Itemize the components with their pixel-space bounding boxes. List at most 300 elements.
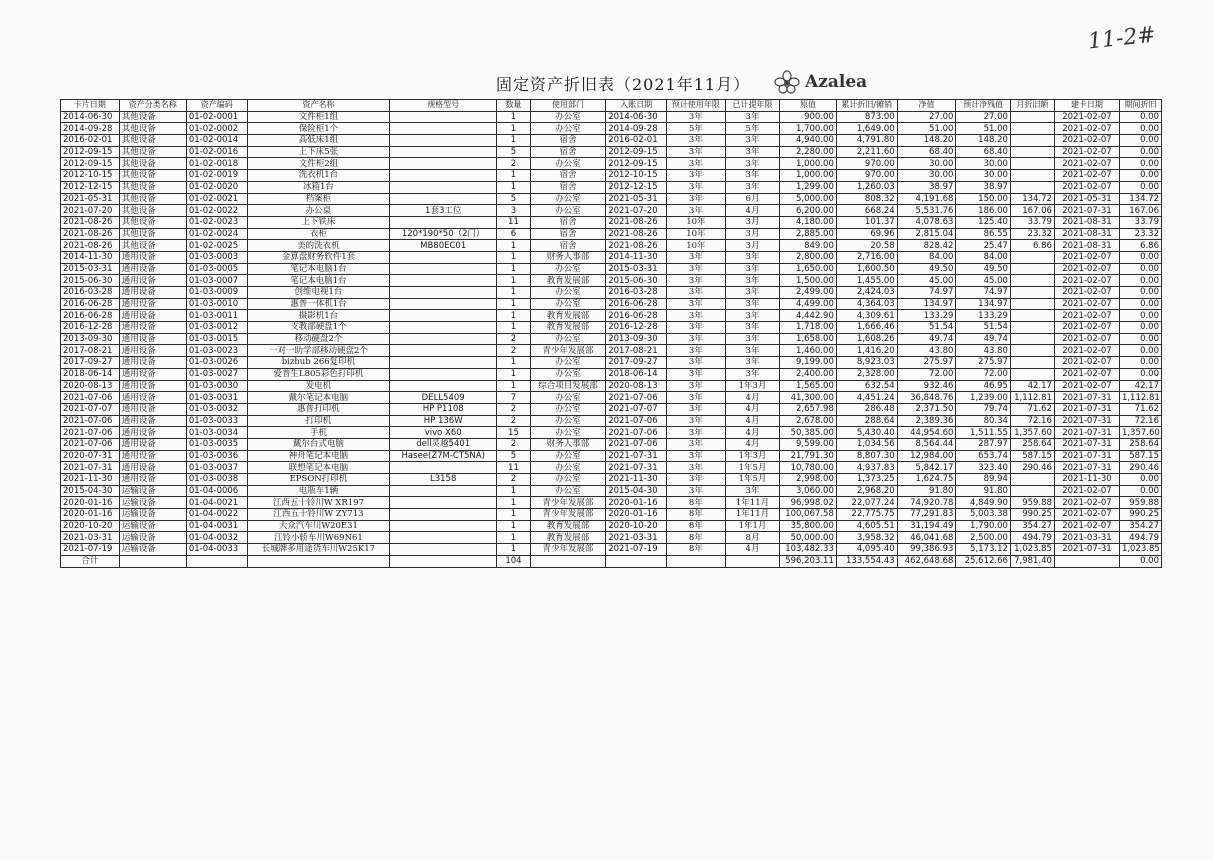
cell-useful-life: 10年 — [667, 216, 726, 228]
cell-entry-date: 2021-07-06 — [606, 427, 667, 439]
cell-useful-life: 3年 — [667, 205, 726, 217]
cell-model — [390, 251, 497, 263]
cell-asset-code: 01-04-0021 — [186, 497, 247, 509]
cell-department: 教育发展部 — [530, 310, 605, 322]
cell-card-date: 2016-02-01 — [61, 135, 120, 147]
cell-period-depreciation: 587.15 — [1119, 450, 1161, 462]
cell-card-created-date: 2021-07-31 — [1054, 415, 1119, 427]
cell-entry-date: 2021-08-26 — [606, 228, 667, 240]
cell-original-value: 4,940.00 — [780, 135, 837, 147]
cell-quantity: 2 — [497, 345, 531, 357]
cell-monthly-depreciation — [1010, 251, 1054, 263]
cell-model — [390, 310, 497, 322]
table-row — [61, 216, 1162, 228]
cell-card-date: 2021-08-26 — [61, 240, 120, 252]
cell-original-value: 900.00 — [780, 111, 837, 123]
cell-category: 其他设备 — [119, 216, 186, 228]
cell-model — [390, 287, 497, 299]
cell-monthly-depreciation: 1,357.60 — [1010, 427, 1054, 439]
cell-card-date: 2021-07-07 — [61, 403, 120, 415]
cell-card-date: 合计 — [61, 555, 120, 567]
cell-model — [390, 135, 497, 147]
cell-card-date: 2016-06-28 — [61, 310, 120, 322]
cell-residual-value: 84.00 — [956, 251, 1011, 263]
cell-net-value: 84.00 — [897, 251, 956, 263]
table-row — [61, 170, 1162, 182]
cell-card-created-date: 2021-02-07 — [1054, 497, 1119, 509]
cell-original-value: 1,460.00 — [780, 345, 837, 357]
cell-original-value: 2,885.00 — [780, 228, 837, 240]
cell-useful-life: 3年 — [667, 415, 726, 427]
cell-entry-date: 2021-07-06 — [606, 392, 667, 404]
cell-entry-date: 2014-11-30 — [606, 251, 667, 263]
cell-department: 宿舍 — [530, 181, 605, 193]
cell-department: 办公室 — [530, 392, 605, 404]
column-header-card-created-date: 建卡日期 — [1054, 100, 1119, 112]
cell-asset-code: 01-03-0034 — [186, 427, 247, 439]
column-header-residual-value: 预计净残值 — [956, 100, 1011, 112]
cell-card-created-date: 2021-02-07 — [1054, 251, 1119, 263]
cell-monthly-depreciation: 1,023.85 — [1010, 544, 1054, 556]
cell-net-value: 77,291.83 — [897, 509, 956, 521]
cell-card-created-date: 2021-07-31 — [1054, 544, 1119, 556]
cell-useful-life: 10年 — [667, 228, 726, 240]
cell-net-value: 148.20 — [897, 135, 956, 147]
cell-asset-code: 01-04-0032 — [186, 532, 247, 544]
cell-category: 运输设备 — [119, 520, 186, 532]
cell-card-created-date: 2021-08-31 — [1054, 240, 1119, 252]
cell-accumulated-depreciation: 1,455.00 — [836, 275, 897, 287]
cell-department: 教育发展部 — [530, 520, 605, 532]
cell-useful-life: 3年 — [667, 427, 726, 439]
cell-depreciated-period: 3年 — [725, 181, 780, 193]
cell-category: 其他设备 — [119, 181, 186, 193]
cell-asset-name: 档案柜 — [247, 193, 390, 205]
table-row — [61, 497, 1162, 509]
cell-card-date: 2016-06-28 — [61, 298, 120, 310]
cell-asset-name: 笔记本电脑1台 — [247, 263, 390, 275]
cell-net-value: 72.00 — [897, 368, 956, 380]
cell-quantity: 1 — [497, 380, 531, 392]
cell-model — [390, 298, 497, 310]
cell-depreciated-period: 3年 — [725, 357, 780, 369]
cell-card-date: 2012-09-15 — [61, 158, 120, 170]
cell-department: 青少年发展部 — [530, 497, 605, 509]
cell-card-created-date: 2021-08-31 — [1054, 228, 1119, 240]
cell-depreciated-period: 3月 — [725, 228, 780, 240]
cell-entry-date: 2012-10-15 — [606, 170, 667, 182]
cell-entry-date: 2016-12-28 — [606, 322, 667, 334]
table-row — [61, 415, 1162, 427]
cell-asset-name: 文件柜1组 — [247, 111, 390, 123]
cell-entry-date: 2020-01-16 — [606, 509, 667, 521]
cell-monthly-depreciation: 1,112.81 — [1010, 392, 1054, 404]
cell-net-value: 46,041.68 — [897, 532, 956, 544]
cell-asset-name: 支教部硬盘1个 — [247, 322, 390, 334]
cell-net-value: 44,954.60 — [897, 427, 956, 439]
cell-category: 其他设备 — [119, 135, 186, 147]
cell-accumulated-depreciation: 873.00 — [836, 111, 897, 123]
page-title: 固定资产折旧表（2021年11月） — [496, 75, 751, 94]
cell-asset-name: 江西五十铃川W XR197 — [247, 497, 390, 509]
cell-model — [390, 193, 497, 205]
table-row — [61, 146, 1162, 158]
cell-useful-life: 3年 — [667, 462, 726, 474]
cell-card-created-date: 2021-02-07 — [1054, 380, 1119, 392]
cell-residual-value: 125.40 — [956, 216, 1011, 228]
cell-net-value: 30.00 — [897, 158, 956, 170]
cell-residual-value: 5,173.12 — [956, 544, 1011, 556]
cell-department: 综合项目发展部 — [530, 380, 605, 392]
cell-category: 通用设备 — [119, 380, 186, 392]
cell-residual-value: 25,612.66 — [956, 555, 1011, 567]
cell-department: 财务人事部 — [530, 438, 605, 450]
cell-accumulated-depreciation: 4,095.40 — [836, 544, 897, 556]
cell-period-depreciation: 959.88 — [1119, 497, 1161, 509]
table-row — [61, 462, 1162, 474]
cell-period-depreciation: 0.00 — [1119, 123, 1161, 135]
cell-department: 办公室 — [530, 403, 605, 415]
cell-asset-code: 01-04-0006 — [186, 485, 247, 497]
cell-original-value: 1,000.00 — [780, 170, 837, 182]
cell-accumulated-depreciation: 4,364.03 — [836, 298, 897, 310]
cell-card-created-date: 2021-07-31 — [1054, 392, 1119, 404]
cell-category: 通用设备 — [119, 333, 186, 345]
cell-net-value: 51.00 — [897, 123, 956, 135]
cell-quantity: 2 — [497, 474, 531, 486]
table-row — [61, 135, 1162, 147]
cell-period-depreciation: 0.00 — [1119, 287, 1161, 299]
cell-net-value: 12,984.00 — [897, 450, 956, 462]
cell-quantity: 11 — [497, 216, 531, 228]
cell-net-value: 275.97 — [897, 357, 956, 369]
cell-net-value: 932.46 — [897, 380, 956, 392]
cell-department: 办公室 — [530, 368, 605, 380]
cell-model — [390, 170, 497, 182]
cell-net-value: 49.50 — [897, 263, 956, 275]
cell-asset-code: 01-03-0009 — [186, 287, 247, 299]
cell-entry-date: 2017-08-21 — [606, 345, 667, 357]
cell-useful-life: 3年 — [667, 474, 726, 486]
cell-model — [390, 275, 497, 287]
cell-useful-life: 8年 — [667, 497, 726, 509]
table-row — [61, 111, 1162, 123]
cell-depreciated-period: 3月 — [725, 240, 780, 252]
cell-accumulated-depreciation: 1,649.00 — [836, 123, 897, 135]
cell-asset-code: 01-03-0032 — [186, 403, 247, 415]
cell-department: 办公室 — [530, 263, 605, 275]
cell-useful-life: 3年 — [667, 251, 726, 263]
cell-model — [390, 555, 497, 567]
cell-residual-value: 74.97 — [956, 287, 1011, 299]
cell-period-depreciation: 0.00 — [1119, 368, 1161, 380]
cell-residual-value: 46.95 — [956, 380, 1011, 392]
cell-asset-name: 衣柜 — [247, 228, 390, 240]
cell-model — [390, 333, 497, 345]
cell-period-depreciation: 0.00 — [1119, 135, 1161, 147]
cell-useful-life: 3年 — [667, 310, 726, 322]
cell-category: 其他设备 — [119, 170, 186, 182]
cell-original-value: 1,700.00 — [780, 123, 837, 135]
cell-period-depreciation: 72.16 — [1119, 415, 1161, 427]
cell-entry-date: 2012-09-15 — [606, 158, 667, 170]
cell-useful-life: 3年 — [667, 357, 726, 369]
cell-monthly-depreciation — [1010, 310, 1054, 322]
cell-original-value: 21,791.30 — [780, 450, 837, 462]
cell-monthly-depreciation: 23.32 — [1010, 228, 1054, 240]
cell-depreciated-period: 4月 — [725, 438, 780, 450]
cell-residual-value: 72.00 — [956, 368, 1011, 380]
cell-net-value: 133.29 — [897, 310, 956, 322]
column-header-accumulated-depreciation: 累计折旧/摊销 — [836, 100, 897, 112]
cell-accumulated-depreciation: 101.37 — [836, 216, 897, 228]
cell-original-value: 1,658.00 — [780, 333, 837, 345]
cell-quantity: 1 — [497, 123, 531, 135]
cell-useful-life: 3年 — [667, 287, 726, 299]
cell-original-value: 9,199.00 — [780, 357, 837, 369]
cell-card-date: 2016-12-28 — [61, 322, 120, 334]
cell-original-value: 35,800.00 — [780, 520, 837, 532]
cell-card-created-date: 2021-02-07 — [1054, 345, 1119, 357]
cell-depreciated-period: 3年 — [725, 333, 780, 345]
cell-quantity: 1 — [497, 170, 531, 182]
cell-asset-code: 01-04-0022 — [186, 509, 247, 521]
cell-model: L3158 — [390, 474, 497, 486]
cell-period-depreciation: 0.00 — [1119, 251, 1161, 263]
cell-depreciated-period: 4月 — [725, 403, 780, 415]
cell-card-date: 2012-10-15 — [61, 170, 120, 182]
cell-period-depreciation: 494.79 — [1119, 532, 1161, 544]
cell-residual-value: 79.74 — [956, 403, 1011, 415]
cell-useful-life: 3年 — [667, 380, 726, 392]
cell-asset-code: 01-02-0016 — [186, 146, 247, 158]
cell-department: 宿舍 — [530, 216, 605, 228]
cell-entry-date: 2016-06-28 — [606, 298, 667, 310]
cell-depreciated-period: 8月 — [725, 532, 780, 544]
cell-net-value: 30.00 — [897, 170, 956, 182]
cell-depreciated-period: 3年 — [725, 146, 780, 158]
cell-card-created-date: 2021-02-07 — [1054, 275, 1119, 287]
cell-original-value: 41,300.00 — [780, 392, 837, 404]
cell-monthly-depreciation: 290.46 — [1010, 462, 1054, 474]
cell-asset-name: 戴尔台式电脑 — [247, 438, 390, 450]
cell-net-value: 4,191.68 — [897, 193, 956, 205]
cell-entry-date: 2017-09-27 — [606, 357, 667, 369]
cell-quantity: 2 — [497, 158, 531, 170]
cell-accumulated-depreciation: 808.32 — [836, 193, 897, 205]
cell-useful-life: 8年 — [667, 544, 726, 556]
column-header-original-value: 原值 — [780, 100, 837, 112]
cell-asset-name — [247, 555, 390, 567]
cell-monthly-depreciation: 167.06 — [1010, 205, 1054, 217]
cell-entry-date: 2021-07-06 — [606, 438, 667, 450]
cell-quantity: 1 — [497, 111, 531, 123]
cell-asset-name: 美的洗衣机 — [247, 240, 390, 252]
cell-asset-code: 01-02-0014 — [186, 135, 247, 147]
cell-residual-value: 1,239.00 — [956, 392, 1011, 404]
cell-period-depreciation: 0.00 — [1119, 485, 1161, 497]
cell-residual-value: 68.40 — [956, 146, 1011, 158]
cell-depreciated-period: 1年5月 — [725, 474, 780, 486]
cell-asset-name: 江西五十铃川W ZY713 — [247, 509, 390, 521]
cell-category: 通用设备 — [119, 322, 186, 334]
cell-card-date: 2021-08-26 — [61, 228, 120, 240]
cell-card-created-date: 2021-02-07 — [1054, 263, 1119, 275]
cell-asset-code: 01-02-0024 — [186, 228, 247, 240]
table-row — [61, 333, 1162, 345]
cell-category: 运输设备 — [119, 509, 186, 521]
cell-model: 120*190*50（2门） — [390, 228, 497, 240]
cell-asset-name: 保险柜1个 — [247, 123, 390, 135]
cell-useful-life: 3年 — [667, 111, 726, 123]
cell-card-created-date: 2021-03-31 — [1054, 532, 1119, 544]
table-row — [61, 322, 1162, 334]
cell-department: 办公室 — [530, 193, 605, 205]
cell-net-value: 51.54 — [897, 322, 956, 334]
cell-category: 通用设备 — [119, 474, 186, 486]
cell-depreciated-period: 4月 — [725, 205, 780, 217]
cell-model — [390, 368, 497, 380]
cell-depreciated-period: 1年3月 — [725, 380, 780, 392]
cell-card-created-date: 2021-02-07 — [1054, 310, 1119, 322]
table-row — [61, 520, 1162, 532]
cell-monthly-depreciation: 258.64 — [1010, 438, 1054, 450]
cell-depreciated-period: 3年 — [725, 298, 780, 310]
cell-quantity: 3 — [497, 205, 531, 217]
cell-useful-life: 3年 — [667, 158, 726, 170]
cell-card-created-date — [1054, 555, 1119, 567]
cell-monthly-depreciation: 990.25 — [1010, 509, 1054, 521]
cell-net-value: 31,194.49 — [897, 520, 956, 532]
cell-department: 办公室 — [530, 485, 605, 497]
table-row — [61, 310, 1162, 322]
cell-original-value: 2,800.00 — [780, 251, 837, 263]
column-header-monthly-depreciation: 月折旧额 — [1010, 100, 1054, 112]
cell-quantity: 1 — [497, 368, 531, 380]
table-row — [61, 181, 1162, 193]
column-header-period-depreciation: 期间折旧 — [1119, 100, 1161, 112]
cell-model: HP 136W — [390, 415, 497, 427]
cell-card-date: 2021-07-19 — [61, 544, 120, 556]
cell-residual-value: 1,790.00 — [956, 520, 1011, 532]
cell-accumulated-depreciation: 1,416.20 — [836, 345, 897, 357]
cell-asset-name: 联想笔记本电脑 — [247, 462, 390, 474]
cell-useful-life: 10年 — [667, 240, 726, 252]
cell-monthly-depreciation — [1010, 275, 1054, 287]
cell-depreciated-period: 3年 — [725, 111, 780, 123]
cell-quantity: 1 — [497, 135, 531, 147]
cell-card-date: 2012-09-15 — [61, 146, 120, 158]
cell-department: 青少年发展部 — [530, 509, 605, 521]
cell-asset-code: 01-02-0001 — [186, 111, 247, 123]
cell-department: 办公室 — [530, 123, 605, 135]
cell-useful-life: 3年 — [667, 193, 726, 205]
cell-residual-value: 30.00 — [956, 170, 1011, 182]
cell-period-depreciation: 0.00 — [1119, 181, 1161, 193]
cell-department: 宿舍 — [530, 170, 605, 182]
cell-asset-code: 01-02-0023 — [186, 216, 247, 228]
cell-asset-name: 爱普生L805彩色打印机 — [247, 368, 390, 380]
cell-period-depreciation: 0.00 — [1119, 322, 1161, 334]
cell-asset-code: 01-02-0025 — [186, 240, 247, 252]
cell-useful-life: 8年 — [667, 509, 726, 521]
cell-card-date: 2015-06-30 — [61, 275, 120, 287]
cell-card-date: 2015-04-30 — [61, 485, 120, 497]
cell-card-created-date: 2021-02-07 — [1054, 146, 1119, 158]
cell-category: 通用设备 — [119, 263, 186, 275]
cell-accumulated-depreciation: 3,958.32 — [836, 532, 897, 544]
column-header-category: 资产分类名称 — [119, 100, 186, 112]
cell-category: 通用设备 — [119, 368, 186, 380]
cell-asset-code: 01-03-0037 — [186, 462, 247, 474]
cell-residual-value: 186.00 — [956, 205, 1011, 217]
cell-period-depreciation: 134.72 — [1119, 193, 1161, 205]
column-header-quantity: 数量 — [497, 100, 531, 112]
cell-residual-value: 1,511.55 — [956, 427, 1011, 439]
cell-original-value: 5,000.00 — [780, 193, 837, 205]
cell-entry-date: 2021-05-31 — [606, 193, 667, 205]
cell-monthly-depreciation — [1010, 368, 1054, 380]
cell-asset-name: 创维电视1台 — [247, 287, 390, 299]
brand-logo — [773, 68, 867, 96]
cell-entry-date: 2014-06-30 — [606, 111, 667, 123]
cell-residual-value: 43.80 — [956, 345, 1011, 357]
cell-asset-name: 高低床1组 — [247, 135, 390, 147]
cell-quantity: 1 — [497, 287, 531, 299]
table-row — [61, 427, 1162, 439]
table-row — [61, 438, 1162, 450]
cell-residual-value: 38.97 — [956, 181, 1011, 193]
table-row — [61, 380, 1162, 392]
cell-category: 通用设备 — [119, 357, 186, 369]
cell-period-depreciation: 1,112.81 — [1119, 392, 1161, 404]
cell-original-value: 96,998.02 — [780, 497, 837, 509]
cell-residual-value: 133.29 — [956, 310, 1011, 322]
cell-useful-life: 3年 — [667, 438, 726, 450]
cell-accumulated-depreciation: 22,775.75 — [836, 509, 897, 521]
cell-depreciated-period: 1年1月 — [725, 520, 780, 532]
cell-department: 教育发展部 — [530, 322, 605, 334]
cell-department: 教育发展部 — [530, 532, 605, 544]
cell-original-value: 3,060.00 — [780, 485, 837, 497]
cell-department: 办公室 — [530, 474, 605, 486]
cell-card-date: 2020-08-13 — [61, 380, 120, 392]
cell-model: Hasee(Z7M-CT5NA) — [390, 450, 497, 462]
cell-asset-name: 发电机 — [247, 380, 390, 392]
cell-accumulated-depreciation: 4,605.51 — [836, 520, 897, 532]
cell-card-date: 2017-09-27 — [61, 357, 120, 369]
cell-asset-code: 01-03-0031 — [186, 392, 247, 404]
cell-original-value: 1,718.00 — [780, 322, 837, 334]
cell-accumulated-depreciation: 20.58 — [836, 240, 897, 252]
cell-accumulated-depreciation: 1,666.46 — [836, 322, 897, 334]
cell-department: 办公室 — [530, 427, 605, 439]
cell-quantity: 11 — [497, 462, 531, 474]
cell-original-value: 50,000.00 — [780, 532, 837, 544]
cell-asset-code: 01-03-0007 — [186, 275, 247, 287]
cell-original-value: 596,203.11 — [780, 555, 837, 567]
cell-card-date: 2020-10-20 — [61, 520, 120, 532]
table-row — [61, 368, 1162, 380]
cell-category: 运输设备 — [119, 544, 186, 556]
cell-net-value: 99,386.93 — [897, 544, 956, 556]
cell-model — [390, 532, 497, 544]
cell-useful-life: 3年 — [667, 275, 726, 287]
cell-depreciated-period: 3年 — [725, 485, 780, 497]
cell-original-value: 2,657.98 — [780, 403, 837, 415]
cell-net-value: 134.97 — [897, 298, 956, 310]
table-row — [61, 345, 1162, 357]
